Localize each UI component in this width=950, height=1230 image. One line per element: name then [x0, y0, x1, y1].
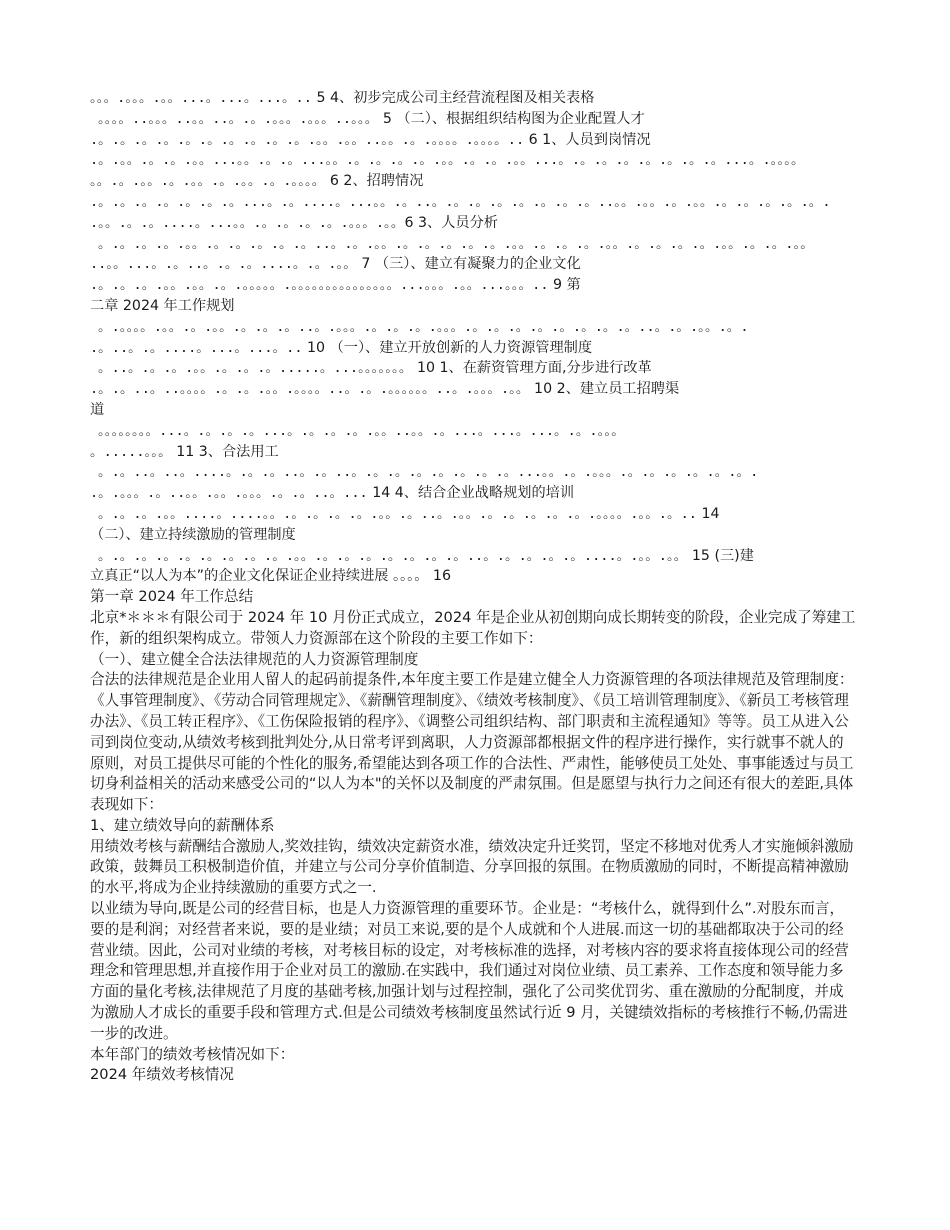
toc-line: [90, 254, 858, 275]
toc-leader-dots: 。。.。.。。.。.。。.。.。。.。.。。。。: [90, 173, 326, 190]
toc-line: [90, 192, 858, 213]
toc-leader-dots: 。.。.。.。。....。....。。.。.。.。.。.。。.。..。.。。.。.。.。.。.。.。。。。.。。.。..: [98, 505, 697, 522]
toc-entry-text: 6 3、人员分析: [404, 214, 498, 231]
toc-leader-dots: 。..。.。.。.。。.。.。.。.....。...。。。。。。。: [98, 360, 413, 377]
toc-line: [90, 504, 858, 525]
section-title: （一）、建立健全合法法律规范的人力资源管理制度: [90, 650, 419, 668]
toc-line: [90, 442, 858, 463]
toc-entry-text: 11 3、合法用工: [171, 443, 279, 460]
toc-line: [90, 546, 858, 567]
toc-entry-text: 7 （三）、建立有凝聚力的企业文化: [356, 256, 581, 273]
toc-entry-text: 14 4、结合企业战略规划的培训: [367, 485, 575, 502]
toc-leader-dots: 。.。..。..。....。.。.。..。.。..。.。.。.。.。.。.。.。...。。.。.。。。.。.。.。.。.。.。.: [98, 464, 759, 481]
toc-line: [90, 109, 858, 130]
toc-leader-dots: 。.。。。。.。。.。.。。.。.。.。..。.。。。.。.。.。.。。。.。.。.。.。.。.。.。.。..。.。.。。.。.: [98, 318, 749, 335]
subsection-title: 1、建立绩效导向的薪酬体系: [90, 816, 275, 834]
subsection-paragraph: 以业绩为导向,既是公司的经营目标，也是人力资源管理的重要环节。企业是：“考核什么，就得到什么”.对股东而言，要的是利润；对经营者来说，要的是业绩；对员工来说,要的是个人成就和个人进展.而这一切的基础都取决于公司的经营业绩。因此，公司对业绩的考核，对考核目标的设定，对考核标准的选择，对考核内容的要求将直接体现公司的经营理念和管理思想,并直接作用于企业对员工的激励.在实践中，我们通过对岗位业绩、员工素养、工作态度和领导能力多方面的量化考核,法律规范了月度的基础考核,加强计划与过程控制，强化了公司奖优罚劣、重在激励的分配制度，并成为激励人才成长的重要手段和管理方式.但是公司绩效考核制度虽然试行近 9 月，关键绩效指标的考核推行不畅,仍需进一步的改进。: [90, 900, 849, 1042]
toc-entry-text: 10 2、建立员工招聘渠: [529, 381, 680, 398]
intro-paragraph: 北京*＊＊＊有限公司于 2024 年 10 月份正式成立，2024 年是企业从初创期向成长期转变的阶段，企业完成了筹建工作，新的组织架构成立。带领人力资源部在这个阶段的主要工作如下：: [90, 608, 856, 647]
toc-leader-dots: ..。。...。.。..。.。.。....。.。.。。: [90, 256, 357, 273]
toc-entry-text: 10 1、在薪资管理方面,分步进行改革: [412, 360, 652, 377]
section-paragraph: 合法的法律规范是企业用人留人的起码前提条件,本年度主要工作是建立健全人力资源管理的各项法律规范及管理制度：《人事管理制度》、《劳动合同管理规定》、《薪酬管理制度》、《绩效考核制度》、《员工培训管理制度》、《新员工考核管理办法》、《员工转正程序》、《工伤保险报销的程序》、《调整公司组织结构、部门职责和主流程通知》等等。员工从进入公司到岗位变动,从绩效考核到批判处分,从日常考评到离职，人力资源部都根据文件的程序进行操作，实行就事不就人的原则，对员工提供尽可能的个性化的服务,希望能达到各项工作的合法性、严肃性，能够使员工处处、事事能透过与员工切身利益相关的活动来感受公司的“以人为本"的关怀以及制度的严肃氛围。但是愿望与执行力之间还有很大的差距,具体表现如下：: [90, 671, 854, 814]
document-page: [90, 88, 858, 1086]
toc-line: [90, 358, 858, 379]
toc-leader-dots: 。.....。。。: [90, 443, 172, 460]
toc-line: [90, 379, 858, 400]
toc-entry-text: 9 第: [548, 277, 581, 294]
toc-leader-dots: 。.。.。.。.。。.。.。.。.。.。..。.。.。。.。.。.。.。.。.。。.。.。.。.。。.。.。.。.。.。。.。.。.。。: [98, 235, 814, 252]
toc-leader-dots: .。.。.。.。.。.。.。...。.。....。...。。.。..。.。.。.。.。.。.。.。..。。.。。.。.。。.。.。.。.。.。.: [90, 193, 831, 210]
toc-leader-dots: .。..。.。....。...。...。..: [90, 339, 303, 356]
toc-entry-text: 立真正“以人为本”的企业文化保证企业持续进展 。。。。 16: [90, 568, 451, 585]
toc-entry-text: 二章 2024 年工作规划: [90, 297, 235, 314]
toc-line: [90, 296, 858, 317]
toc-line: [90, 88, 858, 109]
toc-line: [90, 462, 858, 483]
toc-entry-text: 道: [90, 401, 105, 418]
document-body: [90, 587, 858, 1086]
table-caption: 2024 年绩效考核情况: [90, 1066, 234, 1084]
toc-leader-dots: 。。。.。。。.。。...。...。...。..: [90, 90, 312, 106]
toc-leader-dots: 。。。。。。。。...。.。.。.。...。.。.。.。.。。..。。.。...。...。...。.。.。。。: [98, 422, 625, 439]
toc-line: [90, 275, 858, 296]
toc-entry-text: 5 4、初步完成公司主经营流程图及相关表格: [311, 90, 595, 106]
toc-line: [90, 317, 858, 338]
toc-line: [90, 150, 858, 171]
toc-line: [90, 171, 858, 192]
toc-line: [90, 421, 858, 442]
toc-entry-text: （二）、建立持续激励的管理制度: [90, 526, 296, 543]
chapter-title: 第一章 2024 年工作总结: [90, 588, 254, 606]
toc-leader-dots: .。.。。。.。..。。.。。.。。。.。.。..。...: [90, 485, 368, 502]
toc-leader-dots: 。。。。..。。。..。。..。.。.。。。.。。。..。。。: [98, 110, 379, 127]
toc-leader-dots: .。.。.。.。。.。。.。.。。。。。.。。。。。。。。。。。。。。。...。。。.。。...。。。..: [90, 277, 549, 294]
toc-line: [90, 130, 858, 151]
toc-leader-dots: .。.。.。.。.。.。.。.。.。.。.。。.。。..。。.。.。。。。.。。。。..: [90, 131, 525, 148]
toc-line: [90, 338, 858, 359]
status-line: 本年部门的绩效考核情况如下：: [90, 1045, 295, 1063]
toc-line: [90, 483, 858, 504]
toc-entry-text: 5 （二）、根据组织结构图为企业配置人才: [378, 110, 645, 127]
toc-line: [90, 566, 858, 587]
toc-line: [90, 400, 858, 421]
toc-leader-dots: .。.。。.。.。.。。...。。.。.。...。。.。.。.。.。.。。.。.。.。。...。.。.。.。.。.。.。.。...。.。。。。: [90, 152, 805, 169]
subsection-paragraph: 用绩效考核与薪酬结合激励人,奖效挂钩，绩效决定薪资水准，绩效决定升迁奖罚，坚定不移地对优秀人才实施倾斜激励政策，鼓舞员工积极制造价值，并建立与公司分享价值制造、分享回报的氛围。在物质激励的同时，不断提高精神激励的水平,将成为企业持续激励的重要方式之一.: [90, 837, 854, 897]
toc-entry-text: 10 （一）、建立开放创新的人力资源管理制度: [302, 339, 593, 356]
toc-line: [90, 213, 858, 234]
toc-entry-text: 6 2、招聘情况: [325, 173, 424, 190]
toc-line: [90, 234, 858, 255]
toc-leader-dots: .。。.。.。....。...。。.。.。.。.。.。。。.。。: [90, 214, 405, 231]
table-of-contents: [90, 88, 858, 587]
toc-entry-text: 15 (三)建: [687, 547, 754, 564]
toc-entry-text: 14: [696, 505, 720, 522]
toc-entry-text: 6 1、人员到岗情况: [524, 131, 651, 148]
toc-line: [90, 525, 858, 546]
toc-leader-dots: 。.。.。.。.。.。.。.。.。.。。.。.。.。.。.。.。.。..。.。.。.。.。....。.。。.。。: [98, 547, 688, 564]
toc-leader-dots: .。.。..。..。。。。.。.。.。。.。。。。..。.。.。。。。。。..。.。。。.。。: [90, 381, 530, 398]
